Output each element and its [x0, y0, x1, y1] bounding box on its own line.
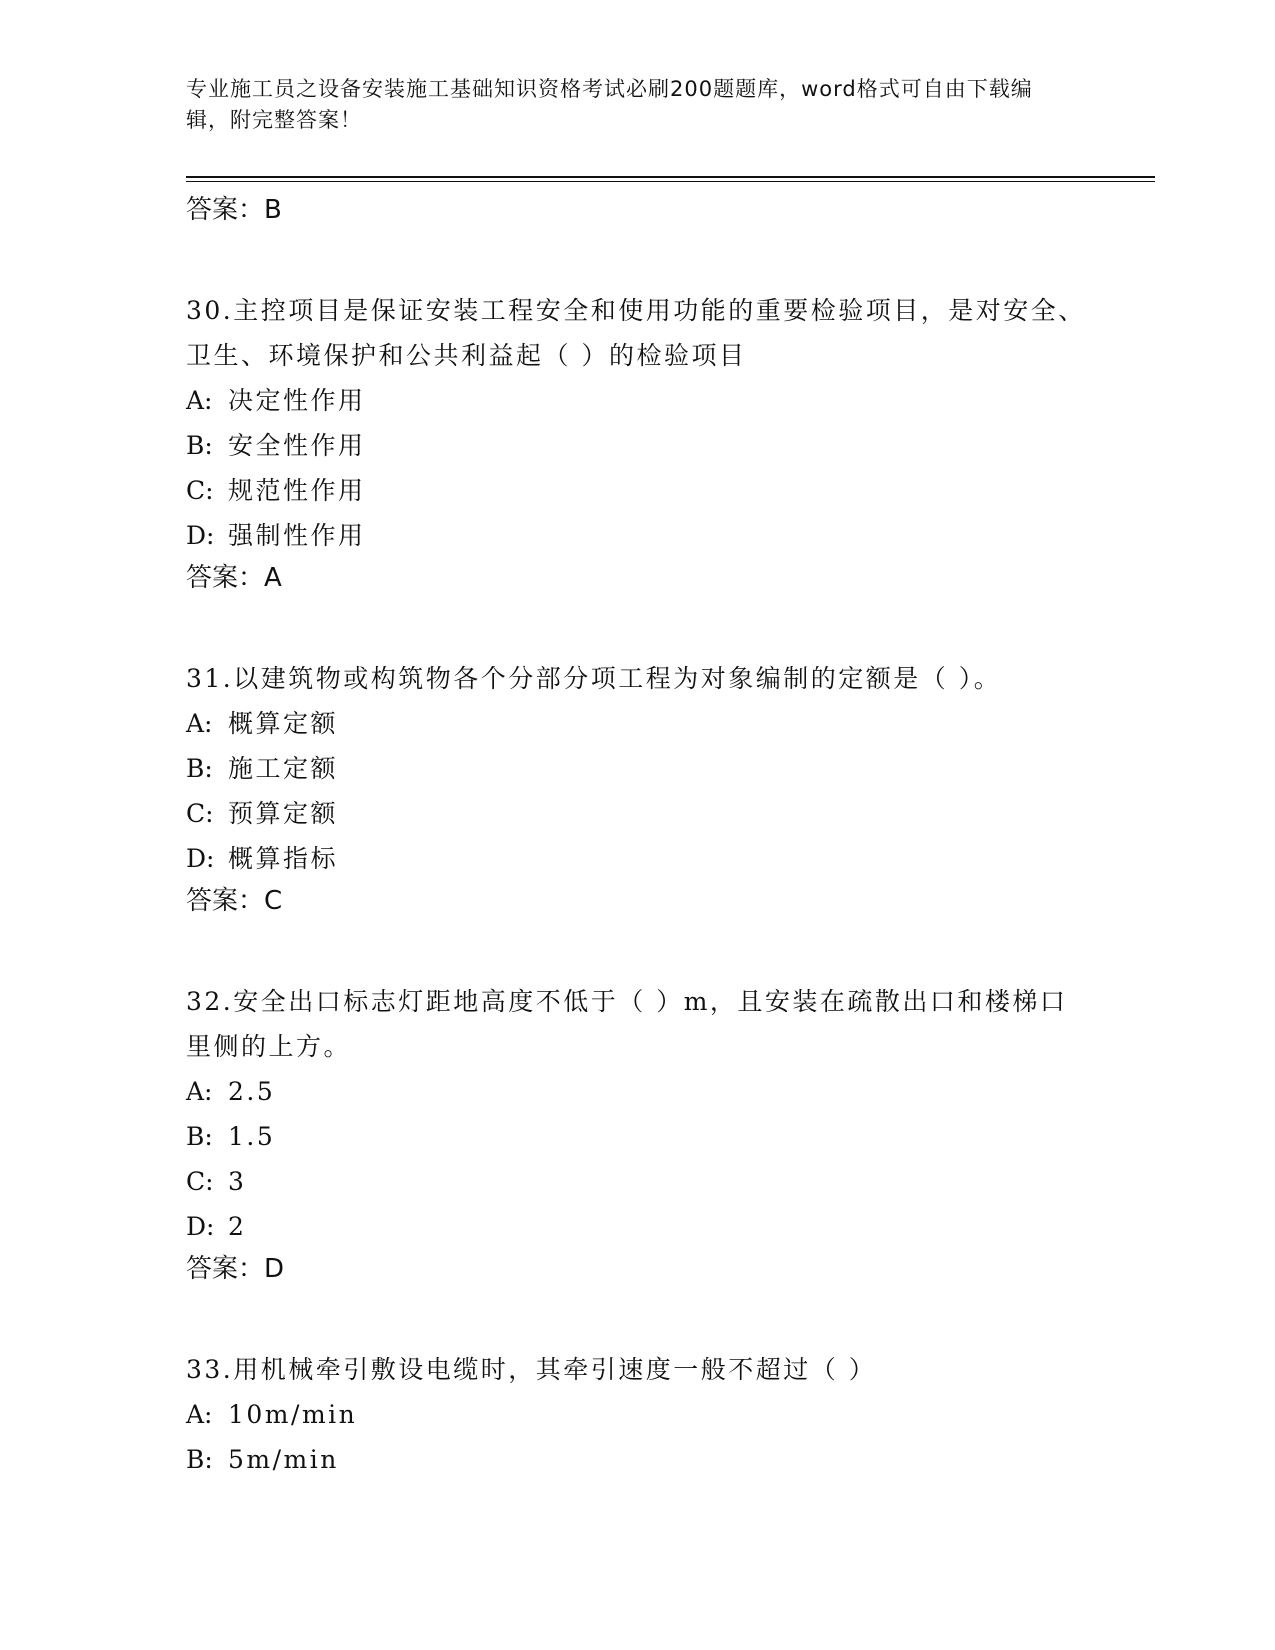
option-letter: B: [186, 754, 213, 783]
option-text: 概算定额 [228, 709, 339, 738]
question-item [186, 1347, 1086, 1482]
spacer [186, 598, 1086, 656]
answer-line: 答案：A [186, 563, 282, 593]
spacer [186, 230, 1086, 288]
option-letter: D: [186, 521, 215, 550]
option-text: 安全性作用 [228, 431, 366, 460]
question-text: 33.用机械牵引敷设电缆时，其牵引速度一般不超过（ ） [186, 1355, 877, 1384]
question-item [186, 288, 1086, 598]
option-letter: D: [186, 844, 215, 873]
header-title: 专业施工员之设备安装施工基础知识资格考试必刷200题题库，word格式可自由下载编辑，附完整答案！ [186, 77, 1033, 132]
answer-line: 答案：C [186, 886, 283, 916]
option-letter: A: [186, 386, 213, 415]
page-header [186, 74, 1066, 136]
option-text: 决定性作用 [228, 386, 366, 415]
option-a [186, 378, 1086, 423]
option-b [186, 1114, 1086, 1159]
question-list [186, 190, 1086, 1482]
option-letter: C: [186, 799, 214, 828]
option-text: 10m/min [228, 1400, 358, 1429]
option-letter: C: [186, 476, 214, 505]
question-item [186, 656, 1086, 921]
option-letter: D: [186, 1212, 215, 1241]
header-divider-thin [186, 181, 1155, 182]
option-d [186, 513, 1086, 558]
question-text: 32.安全出口标志灯距地高度不低于（ ）m，且安装在疏散出口和楼梯口里侧的上方。 [186, 987, 1068, 1061]
header-divider [186, 176, 1155, 178]
option-d [186, 836, 1086, 881]
option-a [186, 1069, 1086, 1114]
answer-line: 答案：B [186, 195, 282, 225]
option-a [186, 701, 1086, 746]
option-text: 概算指标 [228, 844, 339, 873]
option-letter: C: [186, 1167, 214, 1196]
option-c [186, 1159, 1086, 1204]
option-text: 5m/min [228, 1445, 339, 1474]
option-letter: A: [186, 1077, 213, 1106]
question-text: 30.主控项目是保证安装工程安全和使用功能的重要检验项目，是对安全、卫生、环境保护和公共利益起（ ）的检验项目 [186, 296, 1086, 370]
option-text: 2 [228, 1212, 247, 1241]
option-text: 规范性作用 [228, 476, 366, 505]
spacer [186, 1289, 1086, 1347]
question-item [186, 979, 1086, 1289]
option-b [186, 423, 1086, 468]
option-a [186, 1392, 1086, 1437]
option-text: 预算定额 [228, 799, 339, 828]
option-b [186, 746, 1086, 791]
option-text: 3 [228, 1167, 247, 1196]
option-c [186, 468, 1086, 513]
option-letter: B: [186, 431, 213, 460]
option-d [186, 1204, 1086, 1249]
option-b [186, 1437, 1086, 1482]
spacer [186, 921, 1086, 979]
option-text: 2.5 [228, 1077, 276, 1106]
option-letter: A: [186, 709, 213, 738]
question-text: 31.以建筑物或构筑物各个分部分项工程为对象编制的定额是（ ）。 [186, 664, 1002, 693]
option-letter: B: [186, 1445, 213, 1474]
option-c [186, 791, 1086, 836]
answer-line: 答案：D [186, 1254, 285, 1284]
option-letter: A: [186, 1400, 213, 1429]
option-text: 施工定额 [228, 754, 339, 783]
option-text: 1.5 [228, 1122, 276, 1151]
option-letter: B: [186, 1122, 213, 1151]
option-text: 强制性作用 [228, 521, 366, 550]
